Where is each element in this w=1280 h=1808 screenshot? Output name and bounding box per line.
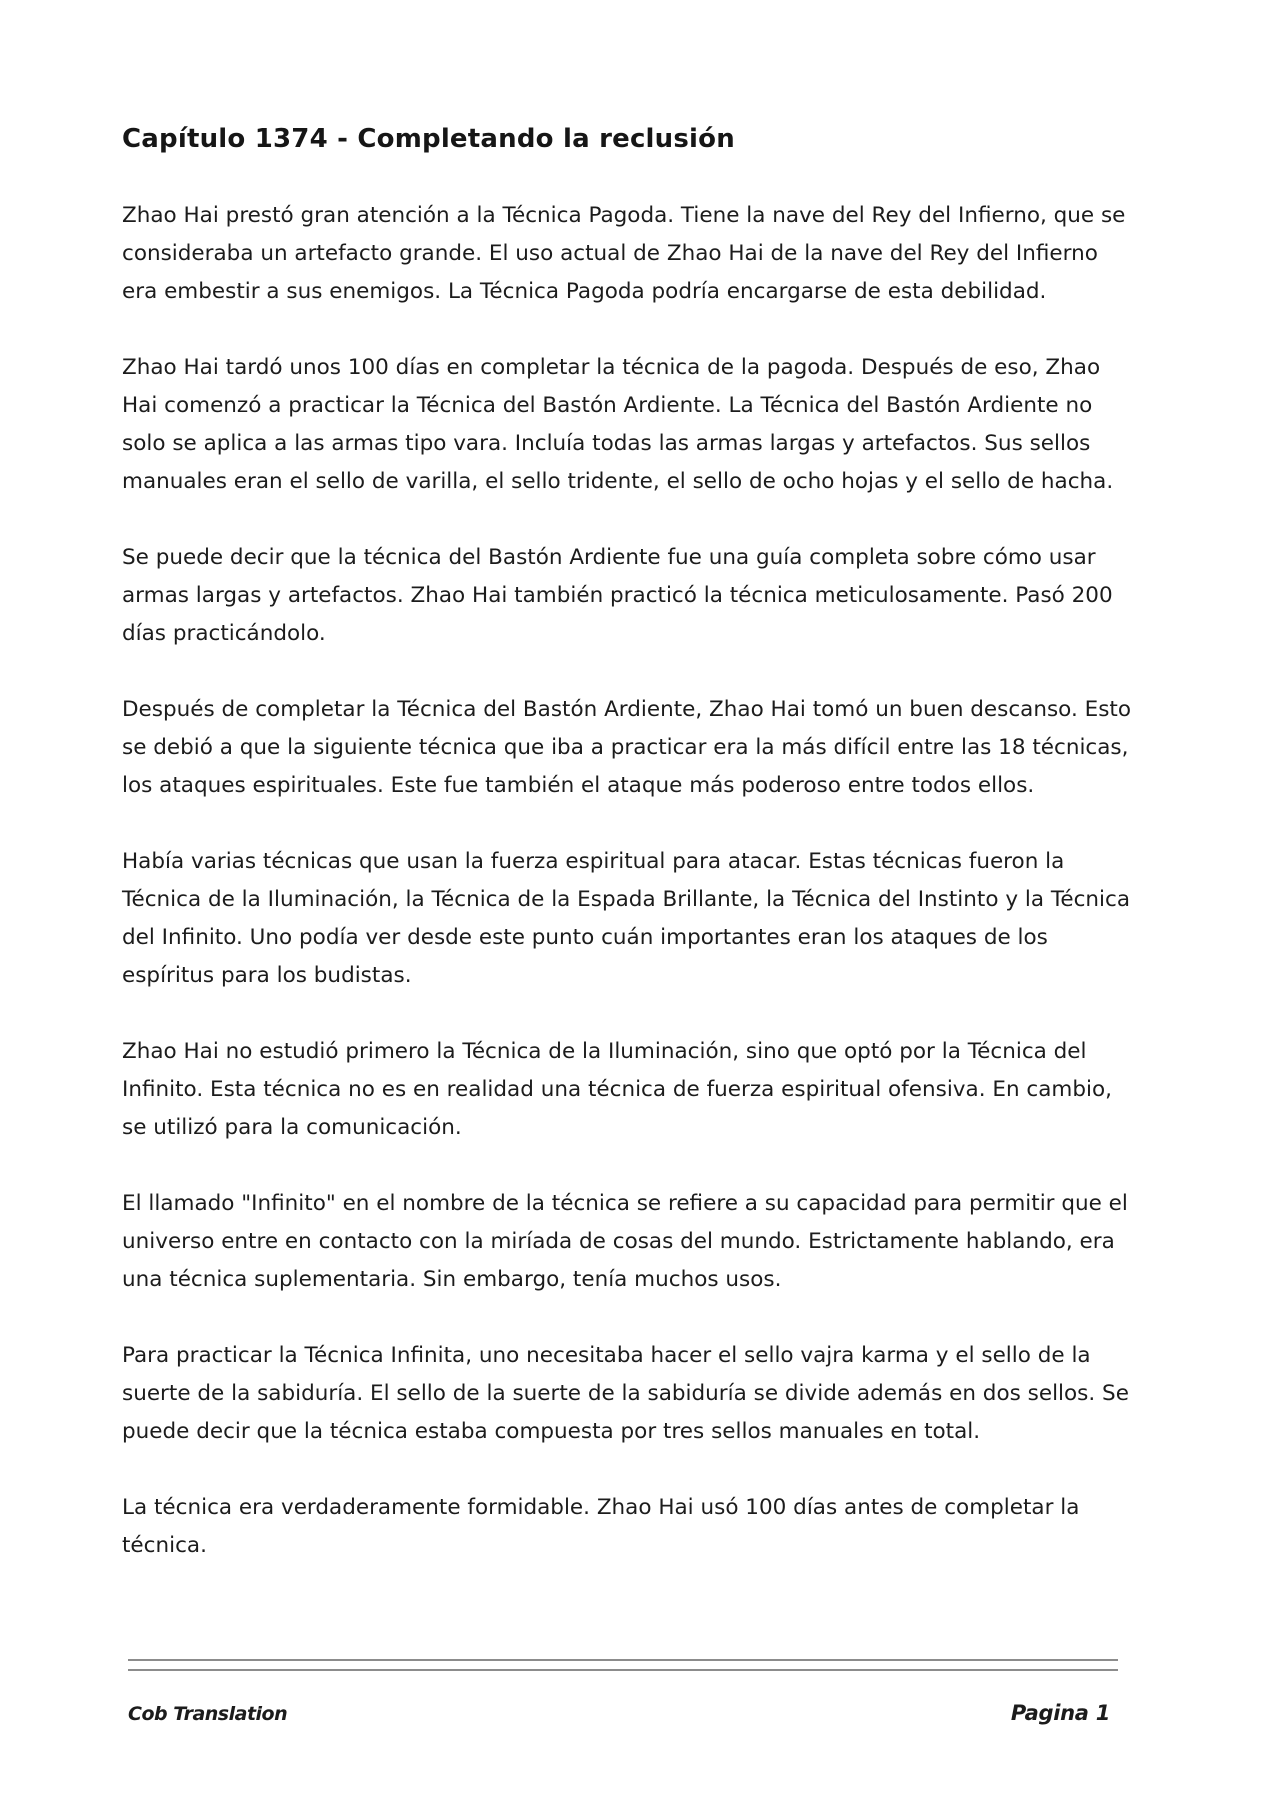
paragraph: Se puede decir que la técnica del Bastón Ardiente fue una guía completa sobre cómo usar armas largas y artefactos. Zhao Hai también practicó la técnica meticulosamente. Pasó 200 días practicándolo. — [122, 545, 1113, 646]
paragraph: Zhao Hai prestó gran atención a la Técnica Pagoda. Tiene la nave del Rey del Infierno, que se consideraba un artefacto grande. El uso actual de Zhao Hai de la nave del Rey del Infierno era embestir a sus enemigos. La Técnica Pagoda podría encargarse de esta debilidad. — [122, 203, 1126, 304]
paragraph: Zhao Hai no estudió primero la Técnica de la Iluminación, sino que optó por la Técnica del Infinito. Esta técnica no es en realidad una técnica de fuerza espiritual ofensiva. En cambio, se utilizó para la comunicación. — [122, 1039, 1112, 1140]
paragraph: Zhao Hai tardó unos 100 días en completar la técnica de la pagoda. Después de eso, Zhao Hai comenzó a practicar la Técnica del Bastón Ardiente. La Técnica del Bastón Ardiente no solo se aplica a las armas tipo vara. Incluía todas las armas largas y artefactos. Sus sellos manuales eran el sello de varilla, el sello tridente, el sello de ocho hojas y el sello de hacha. — [122, 355, 1114, 494]
chapter-title: Capítulo 1374 - Completando la reclusión — [122, 124, 735, 154]
paragraph: Después de completar la Técnica del Bastón Ardiente, Zhao Hai tomó un buen descanso. Esto se debió a que la siguiente técnica que iba a practicar era la más difícil entre las 18 técnicas, los ataques espirituales. Este fue también el ataque más poderoso entre todos ellos. — [122, 697, 1131, 798]
footer-translator-credit: Cob Translation — [128, 1703, 288, 1725]
footer-divider-bottom — [128, 1669, 1118, 1671]
footer-divider-top — [128, 1659, 1118, 1661]
footer-page-number: Pagina 1 — [1010, 1701, 1110, 1725]
paragraph: La técnica era verdaderamente formidable. Zhao Hai usó 100 días antes de completar la técnica. — [122, 1495, 1080, 1558]
paragraph: Para practicar la Técnica Infinita, uno necesitaba hacer el sello vajra karma y el sello de la suerte de la sabiduría. El sello de la suerte de la sabiduría se divide además en dos sellos. Se puede decir que la técnica estaba compuesta por tres sellos manuales en total. — [122, 1343, 1129, 1444]
chapter-body — [122, 197, 1132, 1603]
paragraph: El llamado "Infinito" en el nombre de la técnica se refiere a su capacidad para permitir que el universo entre en contacto con la miríada de cosas del mundo. Estrictamente hablando, era una técnica suplementaria. Sin embargo, tenía muchos usos. — [122, 1191, 1128, 1292]
paragraph: Había varias técnicas que usan la fuerza espiritual para atacar. Estas técnicas fueron la Técnica de la Iluminación, la Técnica de la Espada Brillante, la Técnica del Instinto y la Técnica del Infinito. Uno podía ver desde este punto cuán importantes eran los ataques de los espíritus para los budistas. — [122, 849, 1130, 988]
